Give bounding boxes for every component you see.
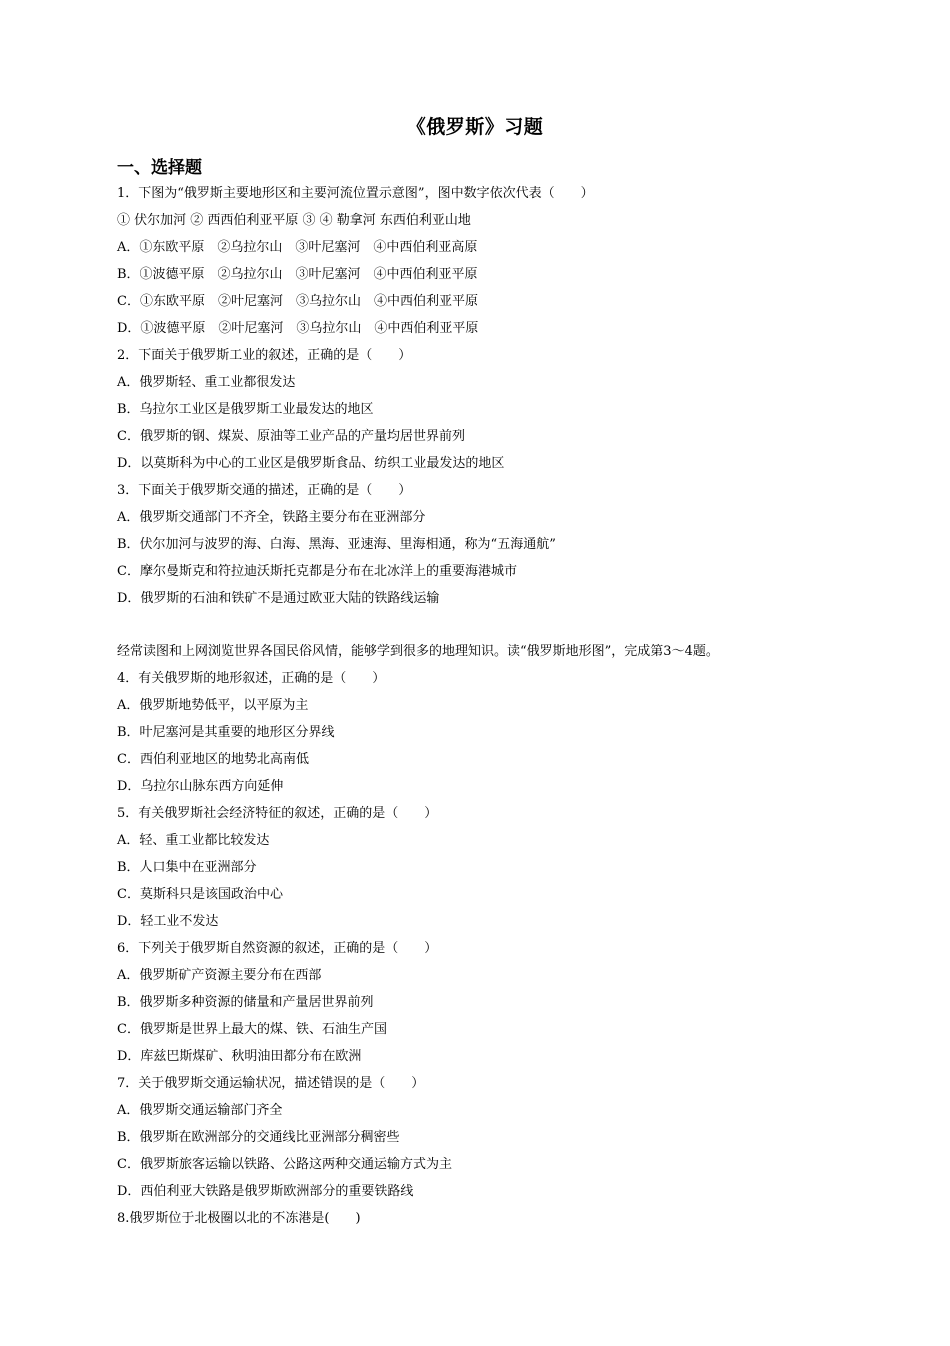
question-line: D．①波德平原 ②叶尼塞河 ③乌拉尔山 ④中西伯利亚平原	[117, 321, 479, 336]
question-line: B．乌拉尔工业区是俄罗斯工业最发达的地区	[117, 402, 374, 417]
question-line: C．俄罗斯是世界上最大的煤、铁、石油生产国	[117, 1022, 387, 1037]
question-line: 8.俄罗斯位于北极圈以北的不冻港是( )	[117, 1211, 361, 1226]
question-line: C．俄罗斯的钢、煤炭、原油等工业产品的产量均居世界前列	[117, 429, 465, 444]
question-line: A．轻、重工业都比较发达	[117, 833, 270, 848]
question-line: 7．关于俄罗斯交通运输状况，描述错误的是（ ）	[117, 1076, 425, 1091]
question-line: ① 伏尔加河 ② 西西伯利亚平原 ③ ④ 勒拿河 东西伯利亚山地	[117, 213, 471, 228]
question-line: C．①东欧平原 ②叶尼塞河 ③乌拉尔山 ④中西伯利亚平原	[117, 294, 478, 309]
question-line: B．俄罗斯多种资源的储量和产量居世界前列	[117, 995, 374, 1010]
question-line: B．俄罗斯在欧洲部分的交通线比亚洲部分稠密些	[117, 1130, 400, 1145]
question-line: D．以莫斯科为中心的工业区是俄罗斯食品、纺织工业最发达的地区	[117, 456, 505, 471]
question-list	[117, 184, 877, 1236]
question-line: 2．下面关于俄罗斯工业的叙述，正确的是（ ）	[117, 348, 412, 363]
question-line: A．俄罗斯交通运输部门齐全	[117, 1103, 283, 1118]
question-line: D．俄罗斯的石油和铁矿不是通过欧亚大陆的铁路线运输	[117, 591, 440, 606]
paragraph-gap	[117, 616, 877, 642]
question-line: C．西伯利亚地区的地势北高南低	[117, 752, 309, 767]
question-line: C．俄罗斯旅客运输以铁路、公路这两种交通运输方式为主	[117, 1157, 452, 1172]
question-line: D．轻工业不发达	[117, 914, 219, 929]
question-line: 6．下列关于俄罗斯自然资源的叙述，正确的是（ ）	[117, 941, 438, 956]
question-line: D．乌拉尔山脉东西方向延伸	[117, 779, 284, 794]
question-line: A．俄罗斯矿产资源主要分布在西部	[117, 968, 322, 983]
question-line: B．人口集中在亚洲部分	[117, 860, 257, 875]
question-line: A．俄罗斯交通部门不齐全，铁路主要分布在亚洲部分	[117, 510, 426, 525]
question-line: B．叶尼塞河是其重要的地形区分界线	[117, 725, 335, 740]
question-line: D．库兹巴斯煤矿、秋明油田都分布在欧洲	[117, 1049, 362, 1064]
intro-paragraph: 经常读图和上网浏览世界各国民俗风情，能够学到很多的地理知识。读“俄罗斯地形图”，完成第3～4题。	[117, 644, 719, 659]
question-line: D．西伯利亚大铁路是俄罗斯欧洲部分的重要铁路线	[117, 1184, 414, 1199]
question-line: 1．下图为“俄罗斯主要地形区和主要河流位置示意图”，图中数字依次代表（ ）	[117, 186, 594, 201]
question-line: B．①波德平原 ②乌拉尔山 ③叶尼塞河 ④中西伯利亚平原	[117, 267, 478, 282]
question-line: A．俄罗斯地势低平，以平原为主	[117, 698, 309, 713]
question-line: 4．有关俄罗斯的地形叙述，正确的是（ ）	[117, 671, 386, 686]
question-line: 3．下面关于俄罗斯交通的描述，正确的是（ ）	[117, 483, 412, 498]
question-line: B．伏尔加河与波罗的海、白海、黑海、亚速海、里海相通，称为“五海通航”	[117, 537, 556, 552]
page-title: 《俄罗斯》习题	[406, 116, 544, 138]
question-line: A．①东欧平原 ②乌拉尔山 ③叶尼塞河 ④中西伯利亚高原	[117, 240, 478, 255]
question-line: C．莫斯科只是该国政治中心	[117, 887, 283, 902]
question-line: C．摩尔曼斯克和符拉迪沃斯托克都是分布在北冰洋上的重要海港城市	[117, 564, 517, 579]
section-heading: 一、选择题	[117, 158, 202, 178]
question-line: A．俄罗斯轻、重工业都很发达	[117, 375, 296, 390]
question-line: 5．有关俄罗斯社会经济特征的叙述，正确的是（ ）	[117, 806, 438, 821]
